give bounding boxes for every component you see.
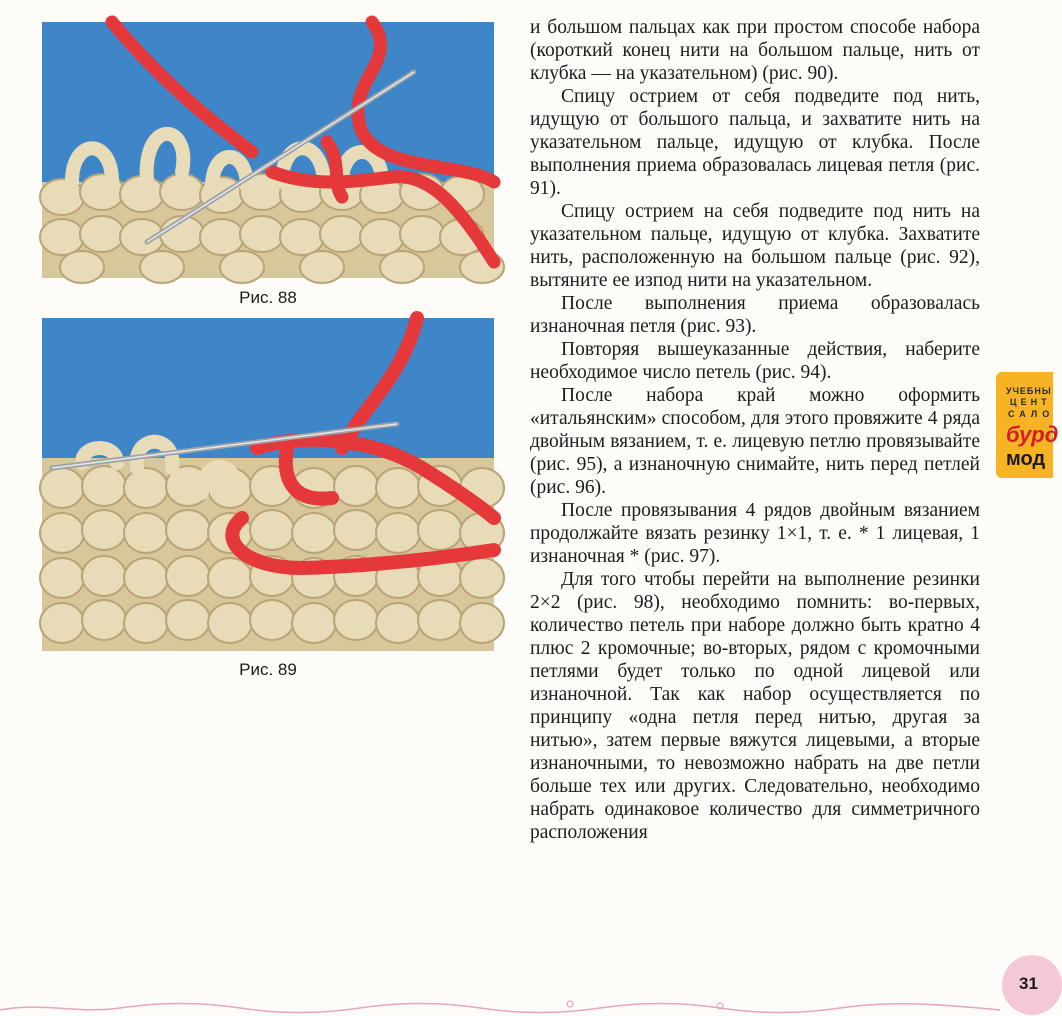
side-tab-line: ЦЕНТ: [1010, 397, 1051, 407]
body-text-column: [530, 16, 980, 844]
side-tab-brand: бурд: [1006, 422, 1059, 447]
paragraph: Спицу острием на себя подведите под нить на указательном пальце, идущую от клубка. Захватите нить, расположенную на большом пальце (рис. 92), вытяните ее изпод нити на указательном.: [530, 201, 980, 291]
paragraph: Повторяя вышеуказанные действия, наберите необходимое число петель (рис. 94).: [530, 339, 980, 383]
paragraph: Спицу острием от себя подведите под нить, идущую от большого пальца, и захватите нить на указательном пальце, идущую от клубка. После выполнения приема образовалась лицевая петля (рис. 91).: [530, 86, 980, 199]
decorative-wavy-line: [0, 996, 1000, 1016]
figure-89-photo: [42, 318, 494, 651]
knitting-illustration-88: [42, 22, 494, 278]
paragraph: и большом пальцах как при простом способе набора (короткий конец нити на большом пальце, нить от клубка — на указательном) (рис. 90).: [530, 17, 980, 84]
figure-89-caption: Рис. 89: [239, 660, 297, 679]
figure-88-photo: [42, 22, 494, 278]
figure-88-caption: Рис. 88: [239, 288, 297, 307]
paragraph: Для того чтобы перейти на выполнение резинки 2×2 (рис. 98), необходимо помнить: во-первых, количество петель при наборе должно быть кратно 4 плюс 2 кромочные; во-вторых, рядом с кромочными петлями будет только по одной лицевой или изнаночной. Так как набор осуществляется по принципу «одна петля перед нитью, другая за нитью», затем первые вяжутся лицевыми, а вторые изнаночными, то невозможно набрать на две петли больше тех или других. Следовательно, необходимо набрать одинаковое количество для симметричного расположения: [530, 569, 980, 843]
paragraph: После провязывания 4 рядов двойным вязанием продолжайте вязать резинку 1×1, т. е. * 1 лицевая, 1 изнаночная * (рис. 97).: [530, 500, 980, 567]
page-number-badge: [1002, 955, 1062, 1015]
paragraph: После выполнения приема образовалась изнаночная петля (рис. 93).: [530, 293, 980, 337]
page-number: 31: [1019, 974, 1038, 993]
section-side-tab: [996, 372, 1059, 478]
side-tab-line: САЛО: [1008, 409, 1055, 419]
knitting-illustration-89: [42, 318, 494, 651]
paragraph: После набора край можно оформить «итальянским» способом, для этого провяжите 4 ряда двойным вязанием, т. е. лицевую петлю провязывайте (рис. 95), а изнаночную снимайте, нить перед петлей (рис. 96).: [530, 385, 980, 498]
side-tab-brand: мод: [1006, 448, 1046, 470]
side-tab-line: УЧЕБНЫ: [1006, 386, 1052, 396]
